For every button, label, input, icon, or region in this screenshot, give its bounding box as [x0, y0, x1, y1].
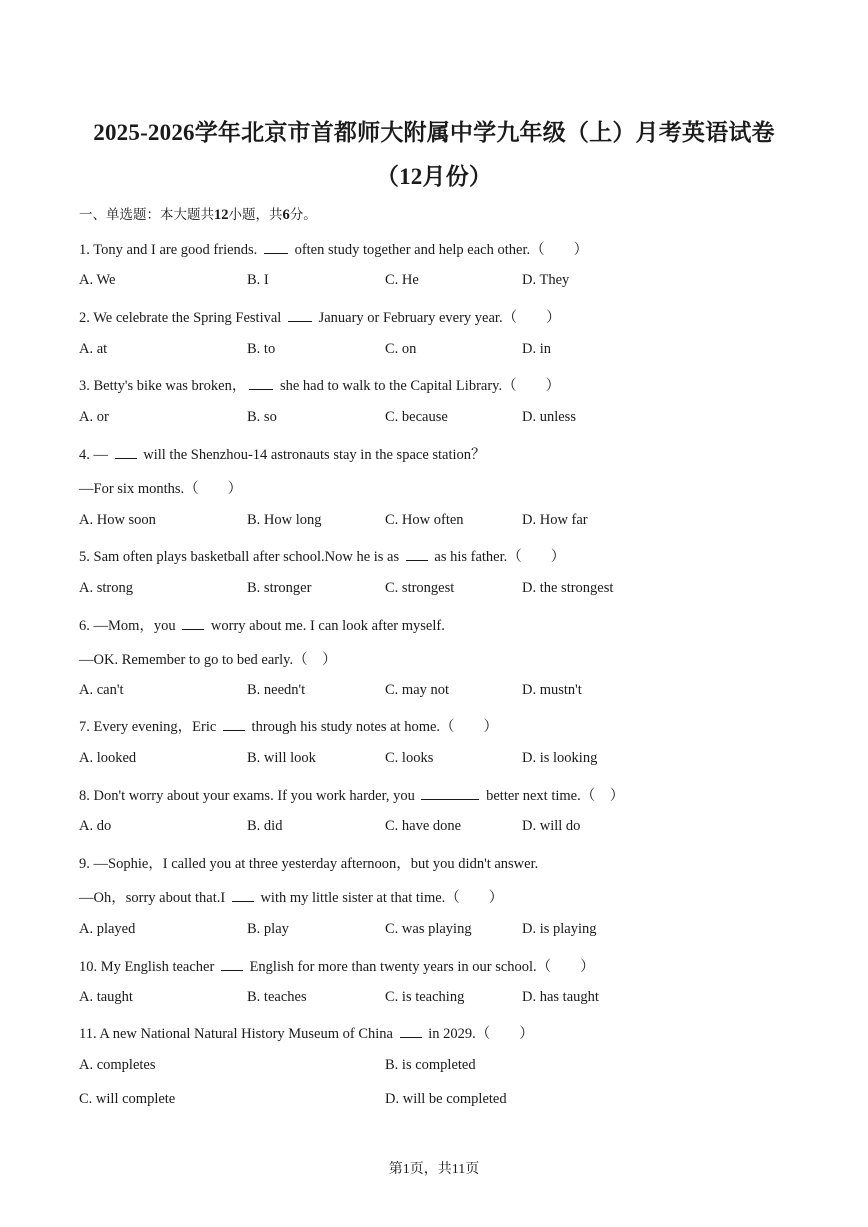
- option-b[interactable]: B. I: [247, 272, 269, 288]
- option-b[interactable]: B. will look: [247, 750, 316, 766]
- options-q7: [79, 750, 779, 770]
- option-a[interactable]: A. How soon: [79, 512, 156, 528]
- option-b[interactable]: B. play: [247, 921, 289, 937]
- option-a[interactable]: A. We: [79, 272, 116, 288]
- question-9-reply: —Oh，sorry about that.I with my little sister at that time.（ ）: [79, 890, 504, 906]
- option-c[interactable]: C. is teaching: [385, 989, 465, 1005]
- question-8: 8. Don't worry about your exams. If you work harder, you better next time.（ ）: [79, 788, 625, 804]
- section-prefix: 一、单选题：本大题共: [79, 207, 214, 223]
- option-c[interactable]: C. strongest: [385, 580, 455, 596]
- answer-blank: [221, 958, 243, 971]
- option-d[interactable]: D. How far: [522, 512, 588, 528]
- answer-blank: [223, 718, 245, 731]
- options-q4: [79, 512, 779, 532]
- section-suffix: 分。: [289, 207, 317, 223]
- answer-blank: [232, 889, 254, 902]
- option-d[interactable]: D. will do: [522, 818, 581, 834]
- section-heading: [79, 203, 317, 224]
- options-q8: [79, 818, 779, 838]
- options-q11-row1: [79, 1057, 779, 1077]
- option-b[interactable]: B. needn't: [247, 682, 306, 698]
- option-c[interactable]: C. may not: [385, 682, 450, 698]
- option-d[interactable]: D. the strongest: [522, 580, 614, 596]
- option-d[interactable]: D. unless: [522, 409, 576, 425]
- option-d[interactable]: D. is looking: [522, 750, 598, 766]
- question-9: 9. —Sophie，I called you at three yesterday afternoon，but you didn't answer.: [79, 856, 539, 872]
- answer-blank: [406, 548, 428, 561]
- option-c[interactable]: C. How often: [385, 512, 464, 528]
- option-c[interactable]: C. was playing: [385, 921, 472, 937]
- option-b[interactable]: B. stronger: [247, 580, 312, 596]
- option-d[interactable]: D. is playing: [522, 921, 597, 937]
- options-q10: [79, 989, 779, 1009]
- question-3: 3. Betty's bike was broken， she had to walk to the Capital Library.（ ）: [79, 378, 561, 394]
- option-c[interactable]: C. He: [385, 272, 419, 288]
- options-q6: [79, 682, 779, 702]
- options-q1: [79, 272, 779, 292]
- option-a[interactable]: A. can't: [79, 682, 124, 698]
- question-4: 4. — will the Shenzhou-14 astronauts stay in the space station？: [79, 447, 486, 463]
- option-d[interactable]: D. in: [522, 341, 551, 357]
- section-mid: 小题，共: [228, 207, 283, 223]
- answer-blank: [182, 617, 204, 630]
- page-title: 2025-2026学年北京市首都师大附属中学九年级（上）月考英语试卷: [93, 120, 775, 145]
- answer-blank: [288, 309, 312, 322]
- option-c[interactable]: C. will complete: [79, 1091, 176, 1107]
- question-2: 2. We celebrate the Spring Festival January or February every year.（ ）: [79, 310, 561, 326]
- question-5: 5. Sam often plays basketball after school.Now he is as as his father.（ ）: [79, 549, 566, 565]
- option-a[interactable]: A. at: [79, 341, 108, 357]
- options-q11-row2: [79, 1091, 779, 1111]
- options-q9: [79, 921, 779, 941]
- options-q2: [79, 341, 779, 361]
- option-d[interactable]: D. will be completed: [385, 1091, 507, 1107]
- section-question-count: 12: [214, 207, 229, 223]
- question-10: 10. My English teacher English for more than twenty years in our school.（ ）: [79, 959, 595, 975]
- answer-blank: [400, 1025, 422, 1038]
- option-a[interactable]: A. played: [79, 921, 136, 937]
- option-b[interactable]: B. to: [247, 341, 276, 357]
- question-7: 7. Every evening，Eric through his study notes at home.（ ）: [79, 719, 499, 735]
- question-1: 1. Tony and I are good friends. often study together and help each other.（ ）: [79, 242, 589, 258]
- answer-blank: [115, 446, 137, 459]
- question-11: 11. A new National Natural History Museum of China in 2029.（ ）: [79, 1026, 534, 1042]
- option-d[interactable]: D. mustn't: [522, 682, 582, 698]
- question-6-reply: —OK. Remember to go to bed early.（ ）: [79, 652, 337, 668]
- option-b[interactable]: B. so: [247, 409, 277, 425]
- option-b[interactable]: B. How long: [247, 512, 322, 528]
- option-a[interactable]: A. taught: [79, 989, 133, 1005]
- options-q3: [79, 409, 779, 429]
- question-4-reply: —For six months.（ ）: [79, 481, 243, 497]
- option-d[interactable]: D. has taught: [522, 989, 599, 1005]
- option-d[interactable]: D. They: [522, 272, 570, 288]
- option-a[interactable]: A. completes: [79, 1057, 156, 1073]
- option-a[interactable]: A. strong: [79, 580, 133, 596]
- option-c[interactable]: C. because: [385, 409, 448, 425]
- option-c[interactable]: C. on: [385, 341, 417, 357]
- option-b[interactable]: B. is completed: [385, 1057, 476, 1073]
- question-6: 6. —Mom，you worry about me. I can look after myself.: [79, 618, 445, 634]
- option-a[interactable]: A. or: [79, 409, 109, 425]
- option-b[interactable]: B. teaches: [247, 989, 307, 1005]
- answer-blank: [249, 377, 273, 390]
- options-q5: [79, 580, 779, 600]
- answer-blank: [421, 787, 479, 800]
- option-a[interactable]: A. do: [79, 818, 112, 834]
- page-footer: 第1页，共11页: [388, 1162, 480, 1177]
- section-score: 6: [282, 207, 290, 223]
- option-a[interactable]: A. looked: [79, 750, 137, 766]
- option-c[interactable]: C. have done: [385, 818, 462, 834]
- option-c[interactable]: C. looks: [385, 750, 434, 766]
- answer-blank: [264, 241, 288, 254]
- page-subtitle: （12月份）: [375, 164, 493, 189]
- option-b[interactable]: B. did: [247, 818, 283, 834]
